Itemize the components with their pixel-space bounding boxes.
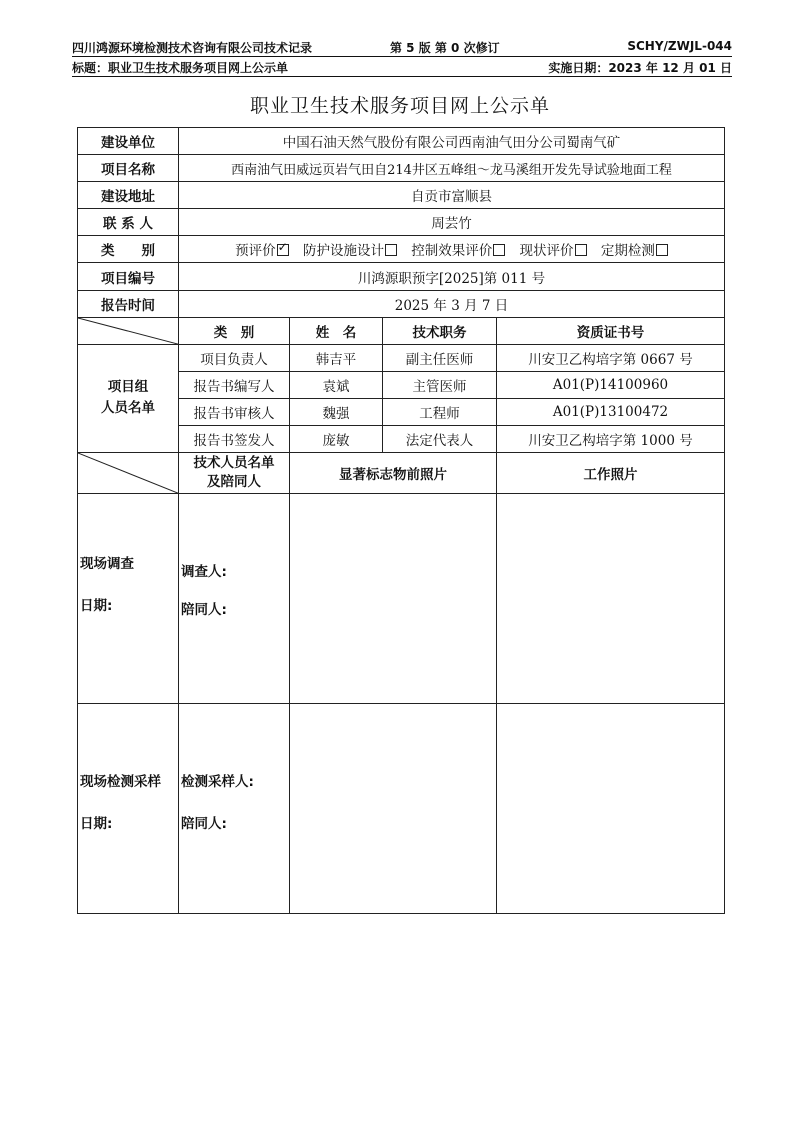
photo-header-row [78, 453, 725, 494]
row-report-time [78, 290, 725, 317]
row-project-name [78, 155, 725, 182]
site-survey-label: 现场调查 [80, 556, 134, 573]
site-survey-row [78, 494, 725, 704]
diagonal-cell [78, 453, 179, 494]
option-periodic-detection[interactable] [601, 239, 668, 259]
sampling-work-photo [497, 704, 725, 914]
report-time-value: 2025 年 3 月 7 日 [179, 290, 725, 317]
unit-label: 建设单位 [78, 128, 179, 155]
site-survey-cell [78, 494, 179, 704]
publicity-form-table [77, 127, 725, 914]
checkbox-icon[interactable] [493, 244, 505, 256]
sampler-label: 检测采样人: [181, 774, 254, 791]
team-title: 副主任医师 [383, 344, 497, 371]
record-title-label: 标题：职业卫生技术服务项目网上公示单 [72, 61, 289, 75]
checkbox-icon[interactable] [656, 244, 668, 256]
team-name: 庞敏 [290, 426, 383, 453]
checkbox-checked-icon[interactable] [277, 244, 289, 256]
project-name-value: 西南油气田威远页岩气田自214井区五峰组～龙马溪组开发先导试验地面工程 [179, 155, 725, 182]
survey-work-photo [497, 494, 725, 704]
team-col-name: 姓 名 [290, 317, 383, 344]
team-cert: A01(P)13100472 [497, 398, 725, 425]
project-name-label: 项目名称 [78, 155, 179, 182]
team-col-certificate: 资质证书号 [497, 317, 725, 344]
checkbox-icon[interactable] [575, 244, 587, 256]
project-number-value: 川鸿源职预字[2025]第 011 号 [179, 263, 725, 290]
document-code: SCHY/ZWJL-044 [627, 39, 732, 53]
team-role: 项目负责人 [179, 344, 290, 371]
row-project-number [78, 263, 725, 290]
effective-date: 实施日期：2023 年 12 月 01 日 [548, 61, 732, 75]
category-options [179, 236, 725, 263]
project-number-label: 项目编号 [78, 263, 179, 290]
option-pre-evaluation[interactable] [235, 239, 299, 259]
team-name: 袁斌 [290, 371, 383, 398]
sampling-companion-label: 陪同人: [181, 816, 227, 833]
address-label: 建设地址 [78, 182, 179, 209]
unit-value: 中国石油天然气股份有限公司西南油气田分公司蜀南气矿 [179, 128, 725, 155]
survey-staff-cell [179, 494, 290, 704]
team-name: 魏强 [290, 398, 383, 425]
page-title: 职业卫生技术服务项目网上公示单 [249, 95, 550, 117]
header-bottom-rule [72, 76, 732, 77]
option-label: 控制效果评价 [411, 243, 493, 260]
option-status-evaluation[interactable] [520, 239, 597, 259]
survey-landmark-photo [290, 494, 497, 704]
sampling-staff-cell [179, 704, 290, 914]
row-category [78, 236, 725, 263]
option-label: 定期检测 [600, 243, 655, 260]
team-role: 报告书审核人 [179, 398, 290, 425]
option-protection-design[interactable] [303, 239, 407, 259]
header-divider [72, 56, 732, 57]
work-photo-header: 工作照片 [497, 453, 725, 494]
survey-companion-label: 陪同人: [181, 602, 227, 619]
site-survey-date-label: 日期: [80, 598, 113, 615]
team-group-label: 项目组 人员名单 [78, 344, 179, 452]
option-label: 预评价 [235, 243, 276, 260]
contact-label: 联 系 人 [78, 209, 179, 236]
investigator-label: 调查人: [181, 564, 227, 581]
report-time-label: 报告时间 [78, 290, 179, 317]
team-name: 韩吉平 [290, 344, 383, 371]
row-construction-unit [78, 128, 725, 155]
team-role: 报告书编写人 [179, 371, 290, 398]
team-col-position: 技术职务 [383, 317, 497, 344]
landmark-photo-header: 显著标志物前照片 [290, 453, 497, 494]
checkbox-icon[interactable] [385, 244, 397, 256]
team-title: 工程师 [383, 398, 497, 425]
team-cert: 川安卫乙构培字第 1000 号 [497, 426, 725, 453]
row-contact [78, 209, 725, 236]
team-cert: 川安卫乙构培字第 0667 号 [497, 344, 725, 371]
team-title: 法定代表人 [383, 426, 497, 453]
contact-value: 周芸竹 [179, 209, 725, 236]
table-row [78, 344, 725, 371]
site-sampling-label: 现场检测采样 [80, 774, 161, 791]
sampling-landmark-photo [290, 704, 497, 914]
address-value: 自贡市富顺县 [179, 182, 725, 209]
company-record-title: 四川鸿源环境检测技术咨询有限公司技术记录 [72, 41, 313, 55]
team-role: 报告书签发人 [179, 426, 290, 453]
row-address [78, 182, 725, 209]
option-control-effect[interactable] [411, 239, 515, 259]
site-sampling-date-label: 日期: [80, 816, 113, 833]
staff-companion-header: 技术人员名单 及陪同人 [179, 453, 290, 494]
option-label: 现状评价 [519, 243, 574, 260]
site-sampling-cell [78, 704, 179, 914]
team-cert: A01(P)14100960 [497, 371, 725, 398]
site-sampling-row [78, 704, 725, 914]
category-label: 类 别 [78, 236, 179, 263]
team-header-row [78, 317, 725, 344]
option-label: 防护设施设计 [302, 243, 384, 260]
team-title: 主管医师 [383, 371, 497, 398]
version-label: 第 5 版 第 0 次修订 [390, 41, 500, 55]
team-col-category: 类 别 [179, 317, 290, 344]
diagonal-cell [78, 317, 179, 344]
